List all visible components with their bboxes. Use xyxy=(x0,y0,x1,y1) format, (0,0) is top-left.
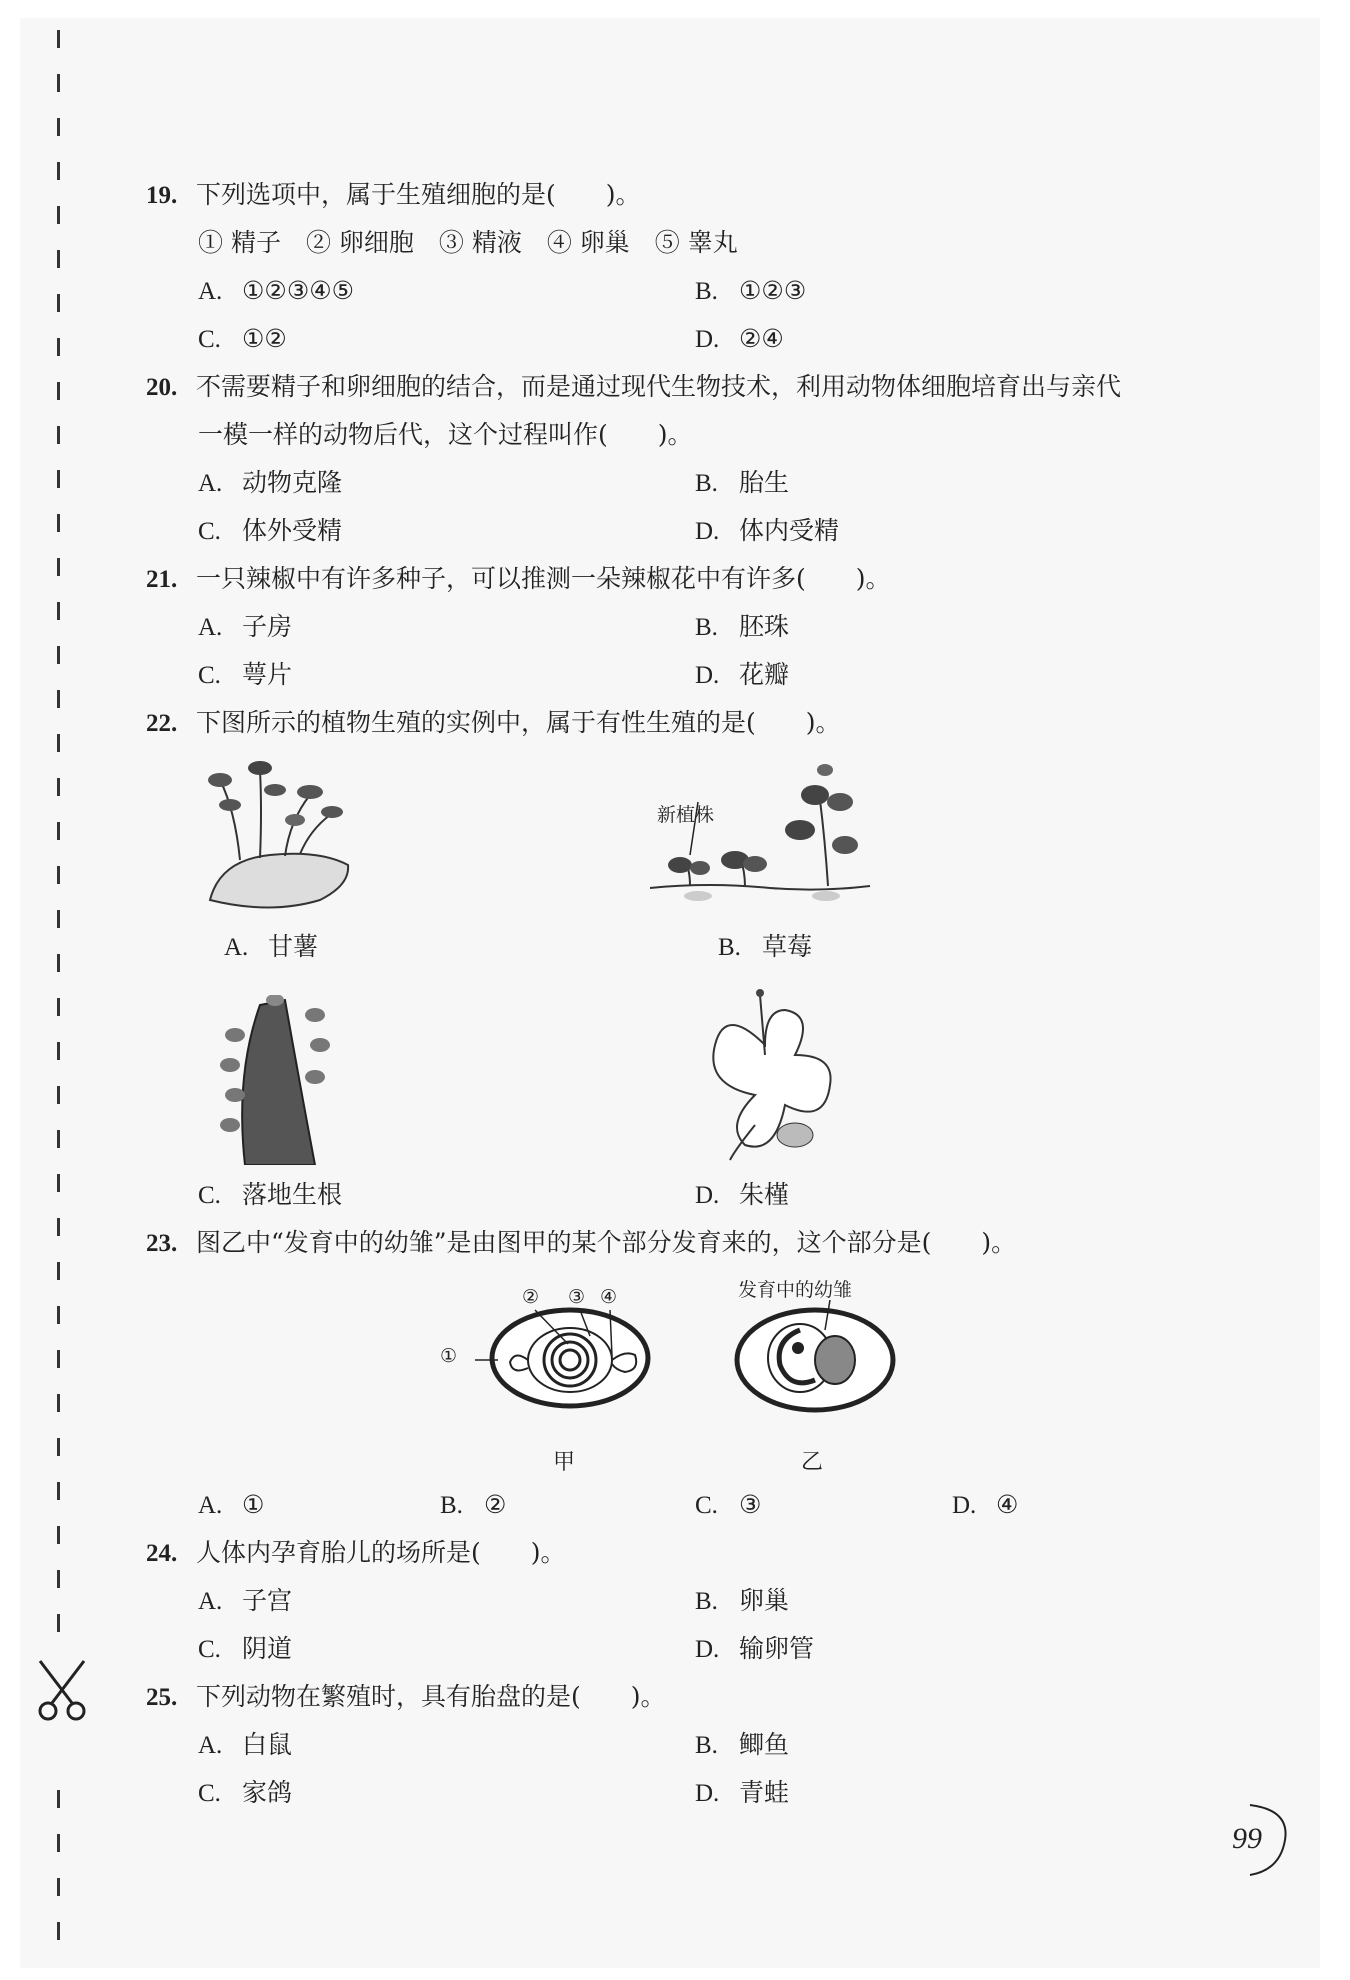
option-text: 输卵管 xyxy=(739,1634,815,1663)
cut-line-dash xyxy=(57,30,60,48)
q22-text: 下图所示的植物生殖的实例中，属于有性生殖的是( )。 xyxy=(196,708,841,737)
q23-number: 23. xyxy=(146,1230,178,1257)
q22-caption-a xyxy=(224,930,318,965)
q20-number: 20. xyxy=(146,374,178,401)
cut-line-dash xyxy=(57,602,60,620)
cut-line-dash xyxy=(57,1526,60,1544)
option-letter: C. xyxy=(198,1780,221,1807)
option-text: 体内受精 xyxy=(739,516,840,545)
q21-text: 一只辣椒中有许多种子，可以推测一朵辣椒花中有许多( )。 xyxy=(196,564,891,593)
q24-option-c[interactable] xyxy=(198,1632,292,1667)
egg-diagram-b xyxy=(730,1300,900,1420)
option-text: 卵巢 xyxy=(739,1586,790,1615)
option-letter: B. xyxy=(718,934,741,961)
q24-stem xyxy=(146,1536,566,1571)
q19-option-b[interactable] xyxy=(695,274,806,309)
q22-caption-d xyxy=(695,1178,789,1213)
option-text: 花瓣 xyxy=(739,660,790,689)
option-text: 朱槿 xyxy=(739,1180,790,1209)
q19-number: 19. xyxy=(146,182,178,209)
option-text: 萼片 xyxy=(242,660,293,689)
q19-items: ① 精子 ② 卵细胞 ③ 精液 ④ 卵巢 ⑤ 睾丸 xyxy=(198,228,738,257)
q25-option-a[interactable] xyxy=(198,1728,292,1763)
cut-line-dash xyxy=(57,1262,60,1280)
option-letter: D. xyxy=(695,1780,720,1807)
cut-line-dash xyxy=(57,426,60,444)
q24-number: 24. xyxy=(146,1540,178,1567)
option-text: ①② xyxy=(242,324,287,353)
cut-line-dash xyxy=(57,558,60,576)
cut-line-dash xyxy=(57,1878,60,1896)
q23-option-d[interactable] xyxy=(952,1488,1018,1523)
q22-caption-b xyxy=(718,930,812,965)
option-letter: D. xyxy=(695,326,720,353)
option-text: 青蛙 xyxy=(739,1778,790,1807)
q22-stem xyxy=(146,706,841,741)
cut-line-dash xyxy=(57,1790,60,1808)
option-letter: B. xyxy=(695,1732,718,1759)
q19-option-d[interactable] xyxy=(695,322,784,357)
option-text: 子房 xyxy=(242,612,293,641)
option-letter: C. xyxy=(198,518,221,545)
cut-line-dash xyxy=(57,470,60,488)
option-text: 体外受精 xyxy=(242,516,343,545)
cut-line-dash xyxy=(57,1306,60,1324)
workbook-page xyxy=(20,18,1320,1968)
q19-option-c[interactable] xyxy=(198,322,287,357)
option-text: 鲫鱼 xyxy=(739,1730,790,1759)
option-text: 子宫 xyxy=(242,1586,293,1615)
q23-option-a[interactable] xyxy=(198,1488,264,1523)
q23-option-b[interactable] xyxy=(440,1488,506,1523)
cut-line-dash xyxy=(57,1174,60,1192)
cut-line-dash xyxy=(57,778,60,796)
q21-option-a[interactable] xyxy=(198,610,292,645)
option-letter: D. xyxy=(695,1182,720,1209)
egg-diagram-a xyxy=(440,1280,660,1410)
option-letter: B. xyxy=(695,1588,718,1615)
q21-option-c[interactable] xyxy=(198,658,292,693)
option-text: ①②③④⑤ xyxy=(242,276,355,305)
option-text: 白鼠 xyxy=(242,1730,293,1759)
scissors-icon xyxy=(32,1655,92,1725)
cut-line-dash xyxy=(57,74,60,92)
option-text: 胎生 xyxy=(739,468,790,497)
option-text: 甘薯 xyxy=(268,932,319,961)
option-text: ② xyxy=(484,1490,507,1519)
q20-text-line1: 不需要精子和卵细胞的结合，而是通过现代生物技术，利用动物体细胞培育出与亲代 xyxy=(196,372,1122,401)
strawberry-figure xyxy=(650,760,880,910)
q25-number: 25. xyxy=(146,1684,178,1711)
cut-line-dash xyxy=(57,1350,60,1368)
q21-option-b[interactable] xyxy=(695,610,789,645)
option-letter: C. xyxy=(695,1492,718,1519)
hibiscus-figure xyxy=(705,985,835,1165)
q19-stem xyxy=(146,178,641,213)
q24-option-d[interactable] xyxy=(695,1632,814,1667)
cut-line-dash xyxy=(57,338,60,356)
cut-line-dash xyxy=(57,1086,60,1104)
egg-a-label: 甲 xyxy=(553,1450,576,1475)
q21-stem xyxy=(146,562,891,597)
cut-line-dash xyxy=(57,734,60,752)
option-text: ②④ xyxy=(739,324,784,353)
cut-line-dash xyxy=(57,954,60,972)
q20-text-line2: 一模一样的动物后代，这个过程叫作( )。 xyxy=(198,420,693,449)
q24-option-a[interactable] xyxy=(198,1584,292,1619)
cut-line-dash xyxy=(57,1218,60,1236)
option-letter: A. xyxy=(198,1588,223,1615)
option-text: 草莓 xyxy=(762,932,813,961)
cut-line-dash xyxy=(57,822,60,840)
option-text: 胚珠 xyxy=(739,612,790,641)
cut-line-dash xyxy=(57,1130,60,1148)
egg-mark-2: ② xyxy=(522,1286,540,1308)
cut-line-dash xyxy=(57,1834,60,1852)
cut-line-dash xyxy=(57,1394,60,1412)
chick-label: 发育中的幼雏 xyxy=(738,1279,853,1301)
cut-line-dash xyxy=(57,1614,60,1632)
option-text: ④ xyxy=(996,1490,1019,1519)
option-letter: A. xyxy=(198,614,223,641)
option-letter: C. xyxy=(198,662,221,689)
q21-number: 21. xyxy=(146,566,178,593)
cut-line-dash xyxy=(57,646,60,664)
cut-line-dash xyxy=(57,998,60,1016)
option-text: ① xyxy=(242,1490,265,1519)
option-letter: A. xyxy=(224,934,249,961)
option-letter: D. xyxy=(695,662,720,689)
option-text: 落地生根 xyxy=(242,1180,343,1209)
cut-line-dash xyxy=(57,1042,60,1060)
q21-option-d[interactable] xyxy=(695,658,789,693)
option-letter: D. xyxy=(952,1492,977,1519)
egg-mark-4: ④ xyxy=(600,1286,618,1308)
q22-number: 22. xyxy=(146,710,178,737)
option-text: 阴道 xyxy=(242,1634,293,1663)
q19-text: 下列选项中，属于生殖细胞的是( )。 xyxy=(196,180,641,209)
q20-option-b[interactable] xyxy=(695,466,789,501)
option-letter: B. xyxy=(440,1492,463,1519)
cut-line-dash xyxy=(57,118,60,136)
option-text: ①②③ xyxy=(739,276,807,305)
sweet-potato-figure xyxy=(200,750,360,915)
q20-option-d[interactable] xyxy=(695,514,839,549)
q23-stem xyxy=(146,1226,1016,1261)
cut-line-dash xyxy=(57,690,60,708)
page-number: 99 xyxy=(1232,1822,1262,1855)
cut-line-dash xyxy=(57,294,60,312)
q23-text: 图乙中“发育中的幼雏”是由图甲的某个部分发育来的，这个部分是( )。 xyxy=(196,1228,1017,1257)
cut-line-dash xyxy=(57,1438,60,1456)
cut-line-dash xyxy=(57,866,60,884)
egg-mark-1: ① xyxy=(440,1345,458,1367)
cut-line-dash xyxy=(57,1482,60,1500)
q22-caption-c xyxy=(198,1178,342,1213)
option-letter: B. xyxy=(695,470,718,497)
q20-stem xyxy=(146,370,1121,405)
q19-option-a[interactable] xyxy=(198,274,354,309)
q25-option-d[interactable] xyxy=(695,1776,789,1811)
q23-option-c[interactable] xyxy=(695,1488,761,1523)
q25-option-c[interactable] xyxy=(198,1776,292,1811)
cut-line-dash xyxy=(57,514,60,532)
cut-line-dash xyxy=(57,250,60,268)
strawberry-label: 新植株 xyxy=(657,804,715,826)
option-letter: A. xyxy=(198,1732,223,1759)
egg-b-label: 乙 xyxy=(801,1450,824,1475)
option-letter: D. xyxy=(695,518,720,545)
q25-stem xyxy=(146,1680,666,1715)
option-letter: C. xyxy=(198,1636,221,1663)
kalanchoe-figure xyxy=(215,995,335,1165)
q20-option-c[interactable] xyxy=(198,514,342,549)
q25-option-b[interactable] xyxy=(695,1728,789,1763)
option-letter: A. xyxy=(198,470,223,497)
q20-option-a[interactable] xyxy=(198,466,342,501)
cut-line-dash xyxy=(57,162,60,180)
option-letter: A. xyxy=(198,278,223,305)
cut-line-dash xyxy=(57,382,60,400)
option-letter: A. xyxy=(198,1492,223,1519)
cut-line-dash xyxy=(57,910,60,928)
egg-mark-3: ③ xyxy=(568,1286,586,1308)
q24-text: 人体内孕育胎儿的场所是( )。 xyxy=(196,1538,566,1567)
cut-line-dash xyxy=(57,1570,60,1588)
q24-option-b[interactable] xyxy=(695,1584,789,1619)
cut-line-dash xyxy=(57,1922,60,1940)
cut-line-dash xyxy=(57,206,60,224)
option-letter: D. xyxy=(695,1636,720,1663)
option-letter: B. xyxy=(695,278,718,305)
option-letter: C. xyxy=(198,1182,221,1209)
option-text: 动物克隆 xyxy=(242,468,343,497)
q25-text: 下列动物在繁殖时，具有胎盘的是( )。 xyxy=(196,1682,666,1711)
option-text: 家鸽 xyxy=(242,1778,293,1807)
option-letter: C. xyxy=(198,326,221,353)
option-letter: B. xyxy=(695,614,718,641)
option-text: ③ xyxy=(739,1490,762,1519)
